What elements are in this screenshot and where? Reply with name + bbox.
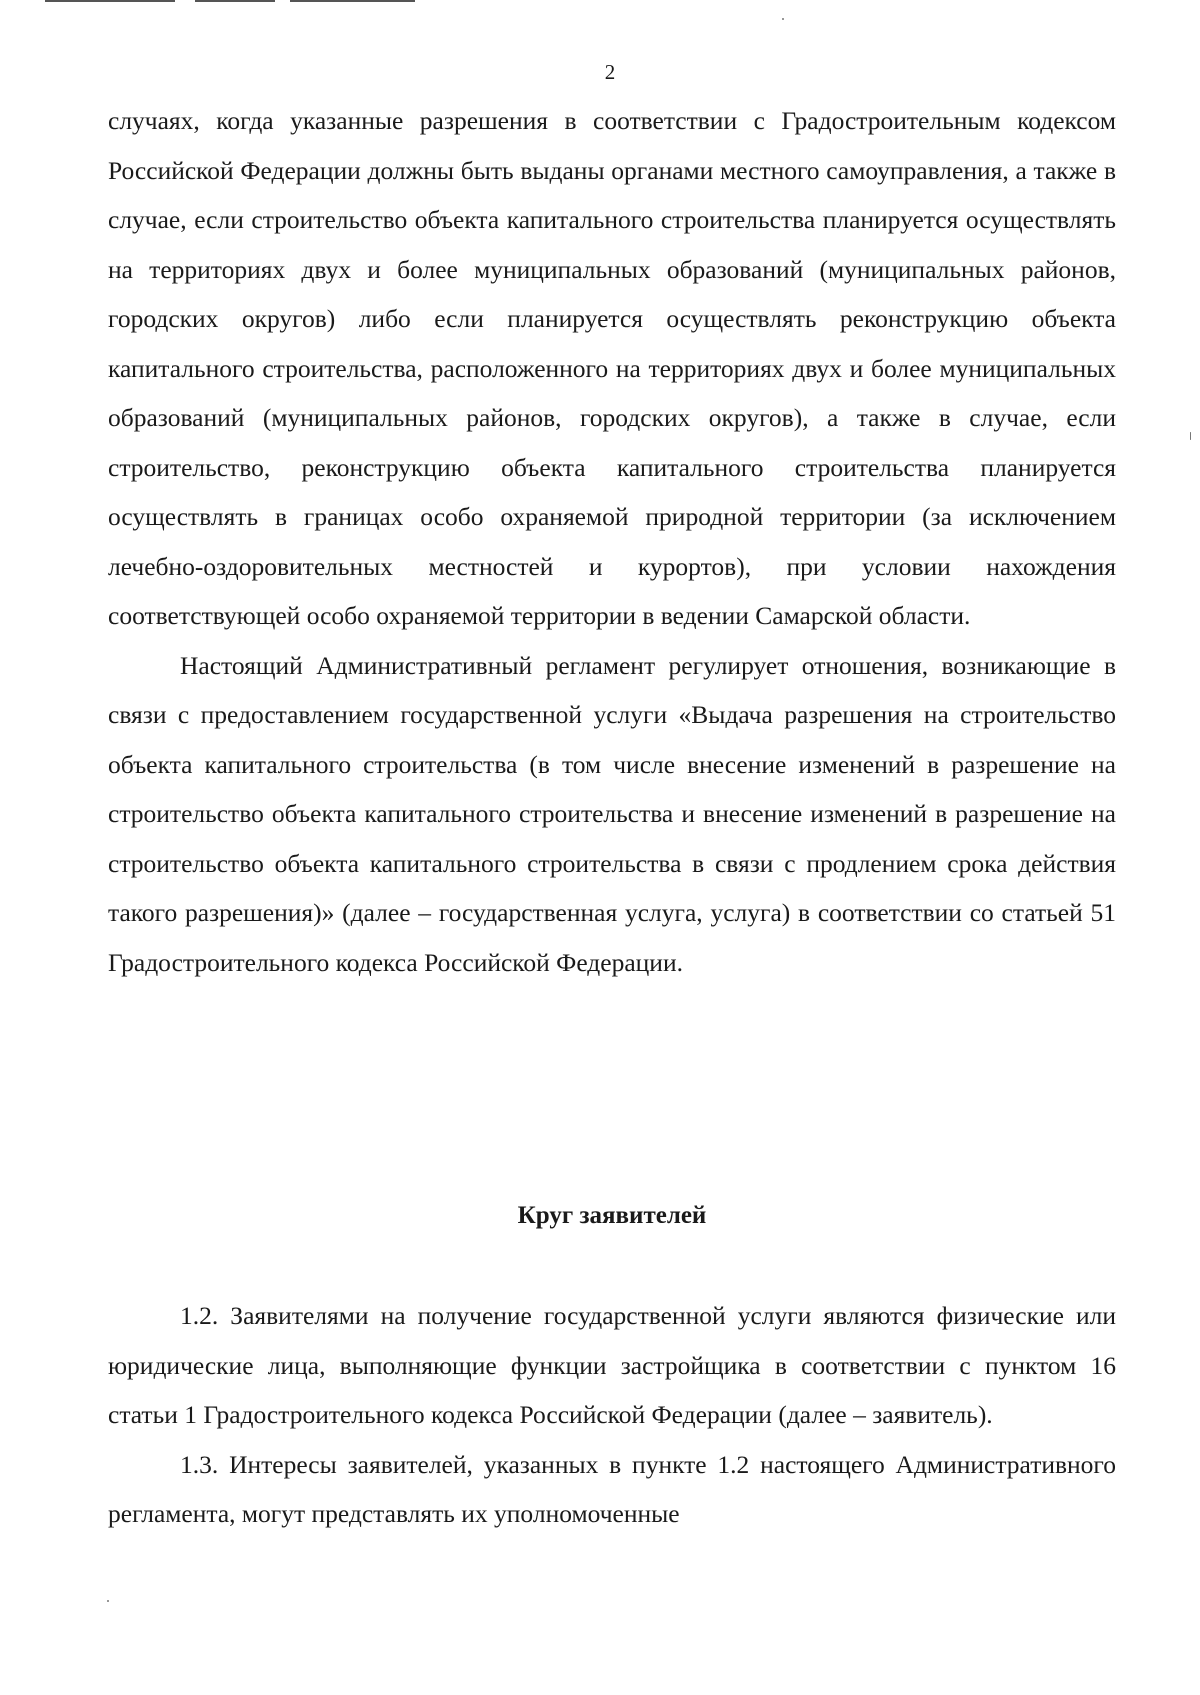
scan-edge-mark bbox=[45, 0, 175, 2]
section-heading: Круг заявителей bbox=[517, 1202, 707, 1229]
scan-edge-mark bbox=[195, 0, 275, 2]
page-number: 2 bbox=[604, 60, 616, 84]
scan-speck bbox=[782, 18, 784, 20]
document-body-top bbox=[108, 96, 1116, 987]
scan-speck bbox=[107, 1600, 109, 1602]
paragraph-regulation-scope: Настоящий Административный регламент регулирует отношения, возникающие в связи с предоставлением государственной услуги «Выдача разрешения на строительство объекта капитального строительства (в том числе внесение изменений в разрешение на строительство объекта капитального строительства и внесение изменений в разрешение на строительство объекта капитального строительства в связи с продлением срока действия такого разрешения)» (далее – государственная услуга, услуга) в соответствии со статьей 51 Градостроительного кодекса Российской Федерации. bbox=[108, 650, 1116, 977]
paragraph-continuation: случаях, когда указанные разрешения в соответствии с Градостроительным кодексом Российской Федерации должны быть выданы органами местного самоуправления, а также в случае, если строительство объекта капитального строительства планируется осуществлять на территориях двух и более муниципальных образований (муниципальных районов, городских округов) либо если планируется осуществлять реконструкцию объекта капитального строительства, расположенного на территориях двух и более муниципальных образований (муниципальных районов, городских округов), а также в случае, если строительство, реконструкцию объекта капитального строительства планируется осуществлять в границах особо охраняемой природной территории (за исключением лечебно-оздоровительных местностей и курортов), при условии нахождения соответствующей особо охраняемой территории в ведении Самарской области. bbox=[108, 106, 1116, 630]
scan-edge-mark bbox=[290, 0, 415, 2]
paragraph-1-2: 1.2. Заявителями на получение государственной услуги являются физические или юридические лица, выполняющие функции застройщика в соответствии с пунктом 16 статьи 1 Градостроительного кодекса Российской Федерации (далее – заявитель). bbox=[108, 1301, 1116, 1429]
document-body-bottom bbox=[108, 1291, 1116, 1539]
scan-speck bbox=[1190, 432, 1191, 440]
paragraph-1-3: 1.3. Интересы заявителей, указанных в пункте 1.2 настоящего Административного регламента, могут представлять их уполномоченные bbox=[108, 1449, 1116, 1528]
